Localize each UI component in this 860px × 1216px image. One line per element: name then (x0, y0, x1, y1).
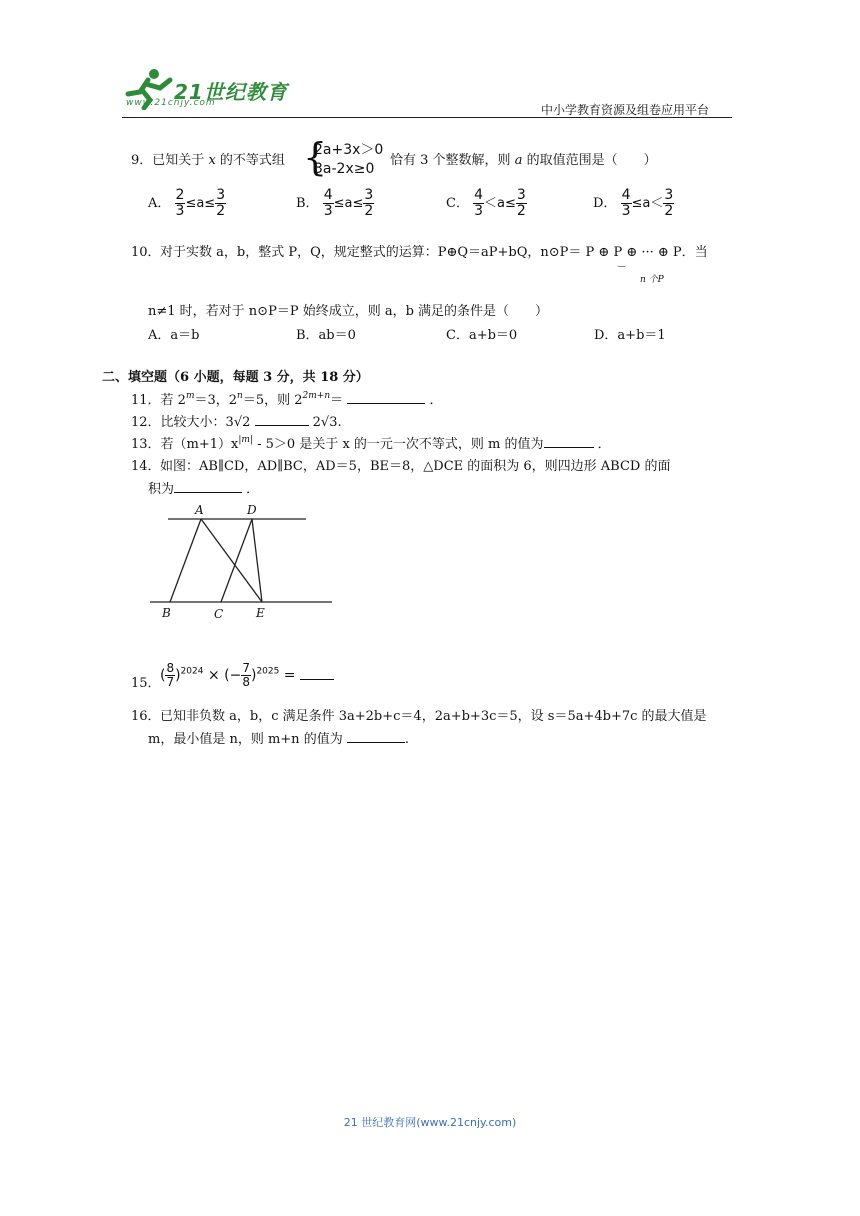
q14-line-2 (148, 478, 259, 497)
logo (120, 66, 300, 110)
footer-text: 21 世纪教育网(www.21cnjy.com) (343, 1116, 517, 1129)
frac-den: 2 (516, 203, 526, 219)
q9-option-a[interactable] (148, 188, 226, 219)
fraction (473, 188, 484, 219)
q9-text: 已知关于 (152, 153, 205, 168)
fraction (663, 188, 674, 219)
frac-den: 7 (166, 675, 175, 689)
frac-num: 4 (323, 187, 333, 203)
q13-number: 13． (131, 437, 161, 452)
option-label: B． (296, 196, 319, 211)
geometry-figure (146, 500, 336, 625)
q11-answer-blank[interactable] (347, 391, 425, 404)
fraction (621, 188, 632, 219)
label-d: D (247, 503, 257, 517)
q15-eq: = (283, 667, 296, 684)
q14-line-1: 如图：AB∥CD，AD∥BC，AD＝5，BE＝8，△DCE 的面积为 6，则四边形 ABCD 的面 (160, 459, 671, 474)
q10-underbrace-label: n 个P (640, 275, 664, 285)
option-relation: ≤a＜ (631, 196, 664, 211)
q9-tail (390, 149, 657, 168)
q15-exp-1: 2024 (180, 666, 204, 677)
label-b: B (162, 606, 171, 620)
frac-den: 2 (216, 203, 226, 219)
segment-ab (170, 519, 201, 602)
frac-den: 3 (621, 203, 631, 219)
q13-text-a: 若（m+1）x (160, 437, 239, 452)
frac-num: 3 (516, 187, 526, 203)
q9-var-a: a (514, 153, 523, 168)
q15-exp-2: 2025 (256, 666, 280, 677)
q11-text-c: ＝5，则 2 (242, 393, 303, 408)
q9-text-mid: 的不等式组 (219, 153, 285, 168)
q11-sup-m: m (185, 391, 195, 401)
frac-num: 4 (621, 187, 631, 203)
q9-options (148, 188, 748, 224)
q11-text-b: ＝3，2 (194, 393, 238, 408)
q10-number: 10． (131, 245, 161, 260)
header-rule (122, 117, 732, 118)
q10-line-2: n≠1 时，若对于 n⊙P＝P 始终成立，则 a，b 满足的条件是（ ） (148, 304, 549, 319)
q15-sign: − (229, 667, 242, 684)
fraction (323, 188, 334, 219)
option-label: C． (446, 196, 469, 211)
frac-den: 8 (242, 675, 250, 689)
frac-den: 3 (323, 203, 333, 219)
frac-den: 2 (664, 203, 674, 219)
q9-tail-1: 恰有 3 个整数解，则 (390, 153, 511, 168)
label-e: E (256, 606, 265, 620)
fraction (165, 662, 175, 689)
q13-text-b: - 5＞0 是关于 x 的一元一次不等式，则 m 的值为 (252, 437, 544, 452)
label-c: C (214, 607, 224, 621)
frac-num: 3 (216, 187, 226, 203)
frac-den: 3 (175, 203, 185, 219)
question-11 (131, 389, 442, 408)
q9-option-b[interactable] (296, 188, 374, 219)
q12-text: 比较大小：3√2 (160, 415, 251, 430)
q11-text-d: ＝ (330, 393, 344, 408)
q9-brace: { (303, 135, 328, 179)
q12-end: 2√3. (312, 415, 342, 430)
q16-answer-blank[interactable] (347, 730, 405, 743)
fraction (516, 188, 527, 219)
fraction (241, 662, 251, 689)
q10-option-c[interactable]: C．a+b＝0 (446, 328, 518, 343)
fraction (215, 188, 226, 219)
q12-number: 12． (131, 415, 161, 430)
q16-line-1: 已知非负数 a，b，c 满足条件 3a+2b+c＝4，2a+b+3c＝5，设 s＝5a+4b+7c 的最大值是 (160, 709, 707, 724)
q14-answer-blank[interactable] (174, 480, 242, 493)
q9-inequality-1: 2a+3x＞0 (314, 142, 384, 158)
q11-text-a: 若 2 (160, 393, 186, 408)
frac-num: 3 (664, 187, 674, 203)
segment-dc (221, 519, 252, 602)
fraction (363, 188, 374, 219)
q10-option-d[interactable]: D．a+b＝1 (594, 328, 666, 343)
q13-sup: |m| (238, 435, 253, 445)
q10-option-b[interactable]: B．ab＝0 (296, 328, 356, 343)
q14-line-2-text: 积为 (148, 482, 175, 497)
q9-number: 9． (131, 153, 153, 168)
q14-number: 14． (131, 459, 161, 474)
q12-answer-blank[interactable] (255, 413, 309, 426)
frac-num: 8 (166, 661, 175, 675)
q14-figure (146, 500, 336, 625)
label-a: A (195, 503, 204, 517)
q11-sup-2mn: 2m+n (302, 391, 331, 401)
q9-var-x: x (208, 153, 216, 168)
q16-line-2 (148, 728, 409, 747)
q11-sup-n: n (237, 391, 243, 401)
q13-answer-blank[interactable] (544, 435, 594, 448)
option-relation: ≤a≤ (333, 196, 364, 211)
frac-den: 3 (474, 203, 484, 219)
q14-end: ． (246, 482, 260, 497)
frac-den: 2 (364, 203, 374, 219)
option-label: A． (148, 196, 171, 211)
question-13 (131, 433, 611, 452)
question-15: ( $\frac{8}{7}$ )$^{2024}$ × (− $\frac{7}{8}$ )$^{2025}$ = (160, 662, 334, 689)
q15-answer-blank[interactable] (300, 667, 334, 680)
q13-end: ． (597, 437, 611, 452)
question-9 (131, 149, 285, 168)
frac-num: 4 (474, 187, 484, 203)
q15-number: 15． (131, 676, 161, 691)
frac-num: 7 (242, 661, 250, 675)
q10-option-a[interactable]: A．a＝b (148, 328, 200, 343)
option-label: D． (593, 196, 617, 211)
section-2-title: 二、填空题（6 小题，每题 3 分，共 18 分） (102, 370, 369, 385)
q16-line-2-text: m，最小值是 n，则 m+n 的值为 (148, 732, 343, 747)
q9-inequality-2: 3a-2x≥0 (314, 161, 375, 177)
logo-text: 21世纪教育 (174, 80, 288, 104)
q11-end: ． (429, 393, 443, 408)
q16-number: 16． (131, 709, 161, 724)
frac-num: 2 (175, 187, 185, 203)
option-relation: ＜a≤ (484, 196, 516, 211)
q15-times: × (207, 667, 220, 684)
q16-end: . (404, 732, 409, 747)
q11-number: 11． (131, 393, 161, 408)
question-12 (131, 411, 342, 430)
header (0, 0, 860, 125)
platform-name: 中小学教育资源及组卷应用平台 (541, 103, 710, 117)
q10-line-1: 对于实数 a，b，整式 P，Q，规定整式的运算：P⊕Q＝aP+bQ，n⊙P＝ P ⊕ P ⊕ ··· ⊕ P．当 (160, 245, 708, 260)
q9-option-d[interactable] (593, 188, 674, 219)
option-relation: ≤a≤ (185, 196, 216, 211)
logo-url: www.21cnjy.com (126, 98, 216, 108)
fraction (175, 188, 186, 219)
q9-tail-2: 的取值范围是（ ） (526, 153, 657, 168)
q9-option-c[interactable] (446, 188, 527, 219)
frac-num: 3 (364, 187, 374, 203)
q10-underbrace: ‿ (618, 258, 626, 268)
